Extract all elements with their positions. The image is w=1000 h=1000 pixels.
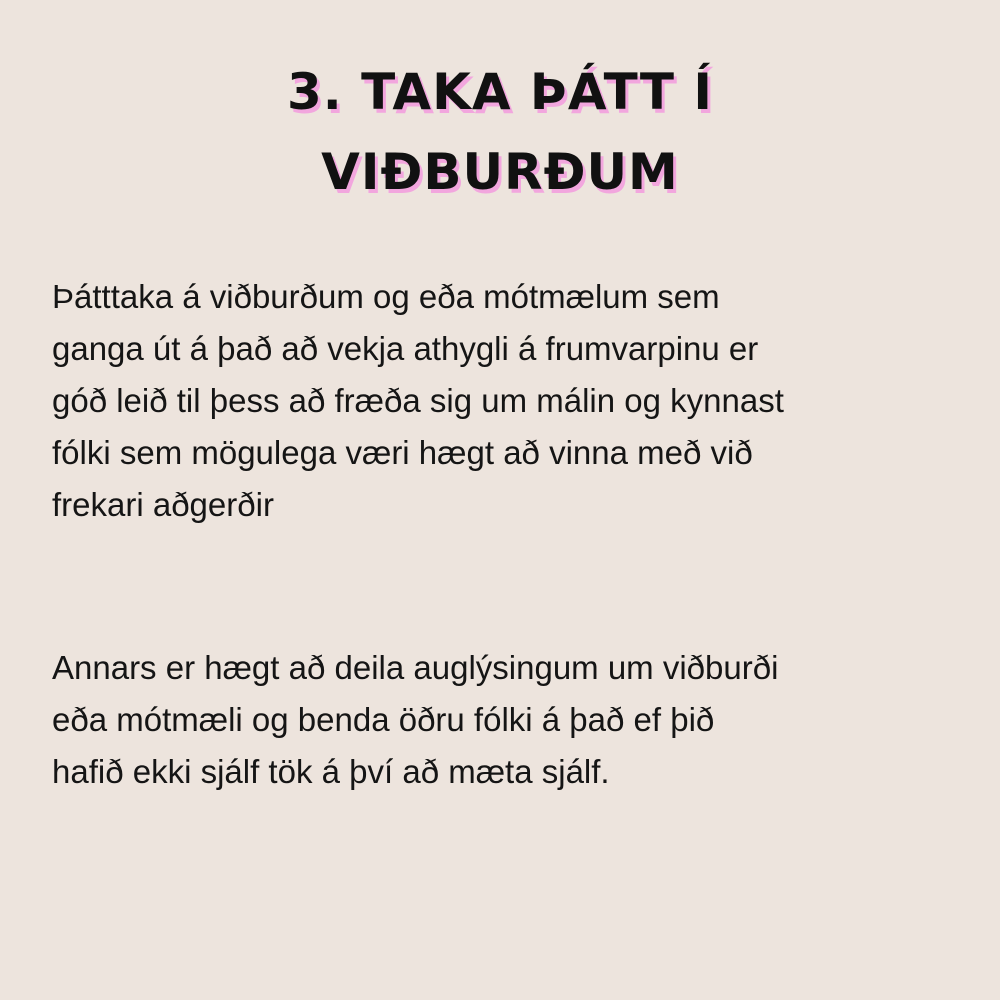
page-title [150,52,850,212]
title-line-1: 3. TAKA ÞÁTT Í [286,63,714,121]
paragraph-line: frekari aðgerðir [52,486,274,523]
title-line-2: VIÐBURÐUM [321,143,679,201]
paragraph-participation [52,271,962,531]
paragraph-line: Annars er hægt að deila auglýsingum um viðburði [52,649,779,686]
paragraph-line: fólki sem mögulega væri hægt að vinna með við [52,434,753,471]
paragraph-line: ganga út á það að vekja athygli á frumvarpinu er [52,330,759,367]
paragraph-line: Þátttaka á viðburðum og eða mótmælum sem [52,278,720,315]
paragraph-line: eða mótmæli og benda öðru fólki á það ef þið [52,701,715,738]
paragraph-line: hafið ekki sjálf tök á því að mæta sjálf. [52,753,610,790]
paragraph-sharing [52,642,962,798]
paragraph-line: góð leið til þess að fræða sig um málin og kynnast [52,382,784,419]
